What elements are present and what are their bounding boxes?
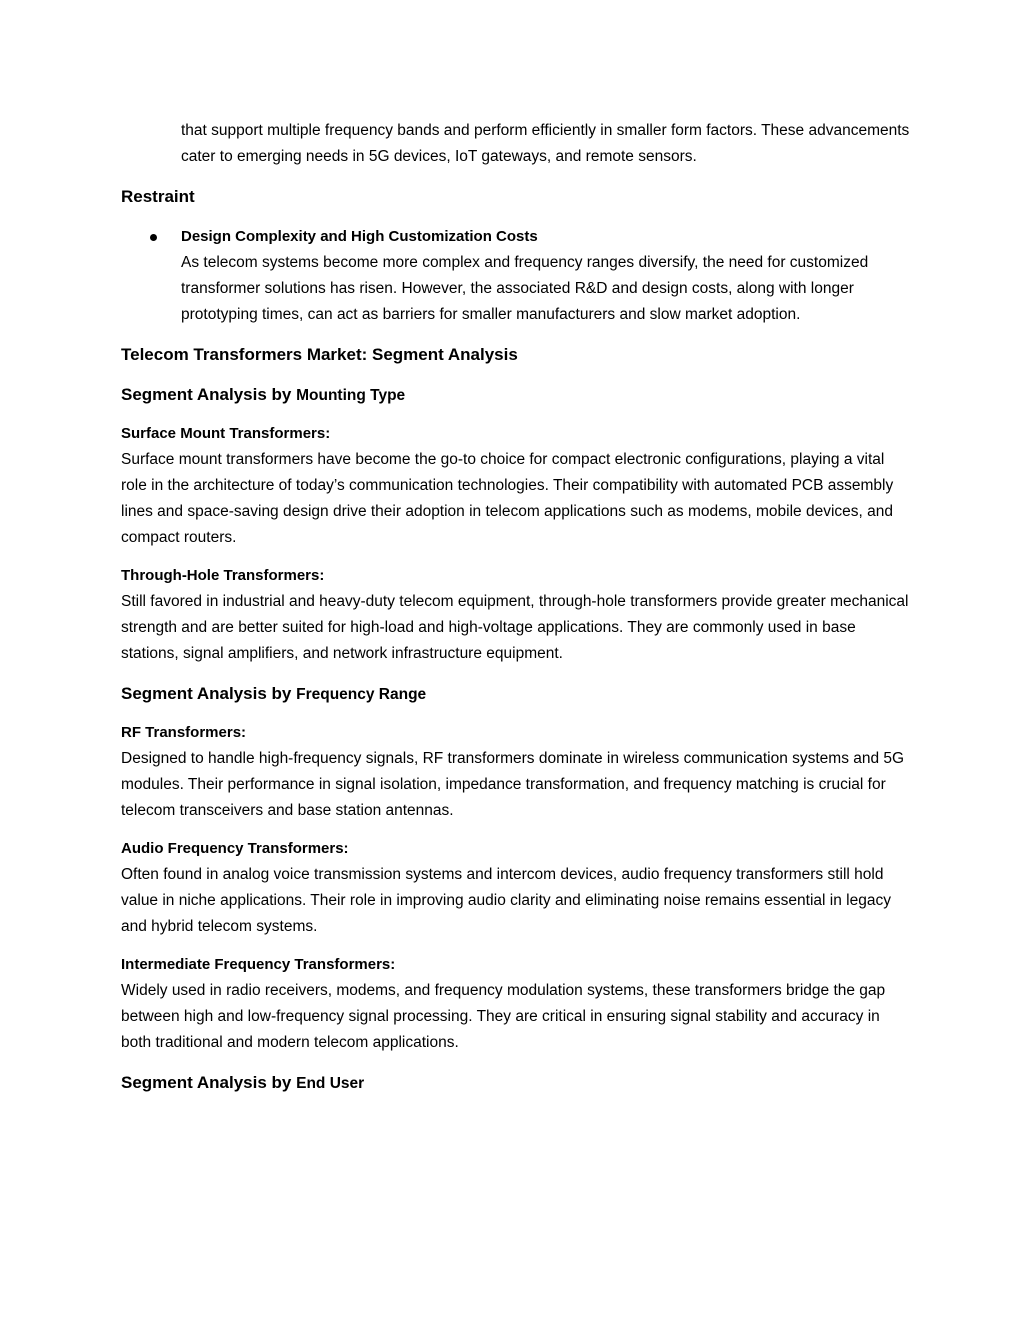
heading-prefix: Segment Analysis by — [121, 684, 297, 703]
heading-suffix: Frequency Range — [296, 686, 427, 703]
audio-frequency-label: Audio Frequency Transformers: — [121, 840, 349, 857]
intermediate-frequency-label: Intermediate Frequency Transformers: — [121, 956, 396, 973]
heading-prefix: Segment Analysis by — [121, 385, 297, 404]
restraint-heading: Restraint — [121, 187, 195, 206]
segment-analysis-heading: Telecom Transformers Market: Segment Analysis — [121, 345, 518, 364]
through-hole-text: Still favored in industrial and heavy-duty telecom equipment, through-hole transformers provide greater mechanical strength and are better suited for high-load and high-voltage applications. They are commonly used in base stations, signal amplifiers, and network infrastructure equipment. — [121, 593, 909, 662]
heading-suffix: Mounting Type — [296, 387, 406, 404]
mounting-type-heading — [121, 382, 911, 409]
intro-continuation-paragraph: that support multiple frequency bands and perform efficiently in smaller form factors. These advancements cater to emerging needs in 5G devices, IoT gateways, and remote sensors. — [181, 122, 910, 165]
bullet-icon — [150, 234, 157, 241]
heading-suffix: End User — [296, 1075, 365, 1092]
restraint-item-title: Design Complexity and High Customization Costs — [181, 228, 538, 245]
end-user-heading — [121, 1070, 911, 1097]
surface-mount-label: Surface Mount Transformers: — [121, 425, 331, 442]
rf-transformers-label: RF Transformers: — [121, 724, 247, 741]
surface-mount-text: Surface mount transformers have become the go-to choice for compact electronic configurations, playing a vital role in the architecture of today’s communication technologies. Their compatibility with automated PCB assembly lines and space-saving design drive their adoption in telecom applications such as modems, mobile devices, and compact routers. — [121, 451, 894, 546]
document-page — [121, 118, 911, 1097]
rf-transformers-text: Designed to handle high-frequency signals, RF transformers dominate in wireless communication systems and 5G modules. Their performance in signal isolation, impedance transformation, and frequency matching is crucial for telecom transceivers and base station antennas. — [121, 750, 905, 819]
through-hole-label: Through-Hole Transformers: — [121, 567, 325, 584]
heading-prefix: Segment Analysis by — [121, 1073, 297, 1092]
restraint-item-text: As telecom systems become more complex and frequency ranges diversify, the need for customized transformer solutions has risen. However, the associated R&D and design costs, along with longer prototyping times, can act as barriers for smaller manufacturers and slow market adoption. — [181, 254, 869, 323]
frequency-range-heading — [121, 681, 911, 708]
restraint-bullet-item — [121, 224, 911, 328]
intermediate-frequency-text: Widely used in radio receivers, modems, and frequency modulation systems, these transformers bridge the gap between high and low-frequency signal processing. They are critical in ensuring signal stability and accuracy in both traditional and modern telecom applications. — [121, 982, 886, 1051]
audio-frequency-text: Often found in analog voice transmission systems and intercom devices, audio frequency transformers still hold value in niche applications. Their role in improving audio clarity and eliminating noise remains essential in legacy and hybrid telecom systems. — [121, 866, 891, 935]
